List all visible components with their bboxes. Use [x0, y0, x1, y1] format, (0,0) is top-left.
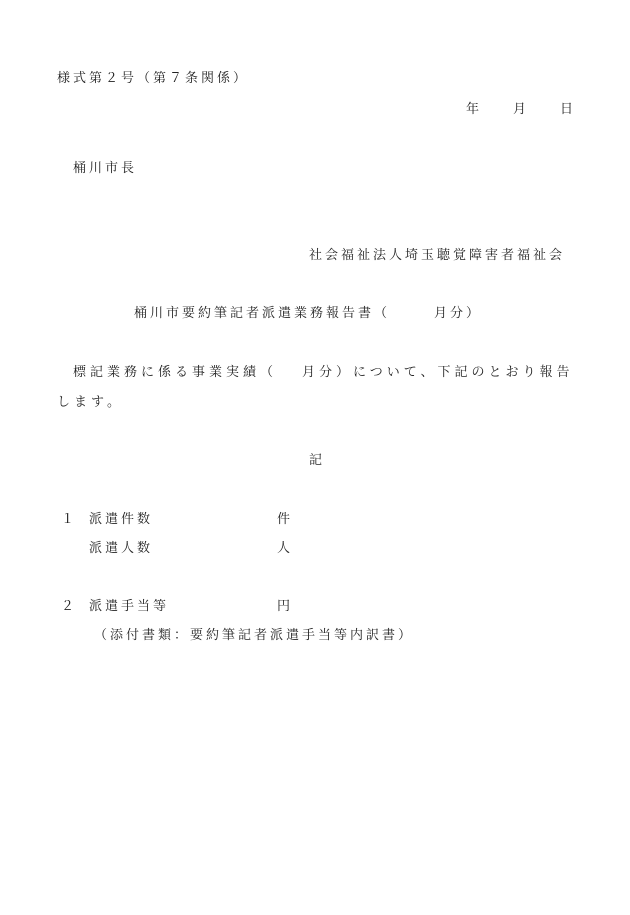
- item-1-row-1-label: 派遣件数: [89, 512, 154, 527]
- date-year-label: 年: [466, 102, 483, 117]
- body-line1-prefix: 標記業務に係る事業実績（: [73, 365, 278, 380]
- item-1-row-2-label: 派遣人数: [89, 541, 154, 556]
- item-2-unit: 円: [277, 599, 294, 614]
- item-1-number: １: [61, 512, 78, 527]
- title-prefix: 桶川市要約筆記者派遣業務報告書（: [134, 306, 391, 321]
- form-number: 様式第２号（第７条関係）: [57, 71, 250, 86]
- body-line2: します。: [57, 395, 124, 410]
- organization-name: 社会福祉法人埼玉聴覚障害者福祉会: [309, 248, 566, 263]
- addressee: 桶川市長: [73, 161, 138, 176]
- date-month-label: 月: [513, 102, 530, 117]
- item-2-number: ２: [61, 599, 78, 614]
- title-suffix: 月分）: [434, 306, 483, 321]
- item-2-label: 派遣手当等: [89, 599, 170, 614]
- date-day-label: 日: [560, 102, 577, 117]
- item-1-row-1-unit: 件: [277, 512, 294, 527]
- item-2-attachment-note: （添付書類：要約筆記者派遣手当等内訳書）: [94, 628, 415, 643]
- body-line1-suffix: 月分）について、下記のとおり報告: [302, 365, 574, 380]
- item-1-row-2-unit: 人: [277, 541, 294, 556]
- ki-heading: 記: [309, 453, 326, 468]
